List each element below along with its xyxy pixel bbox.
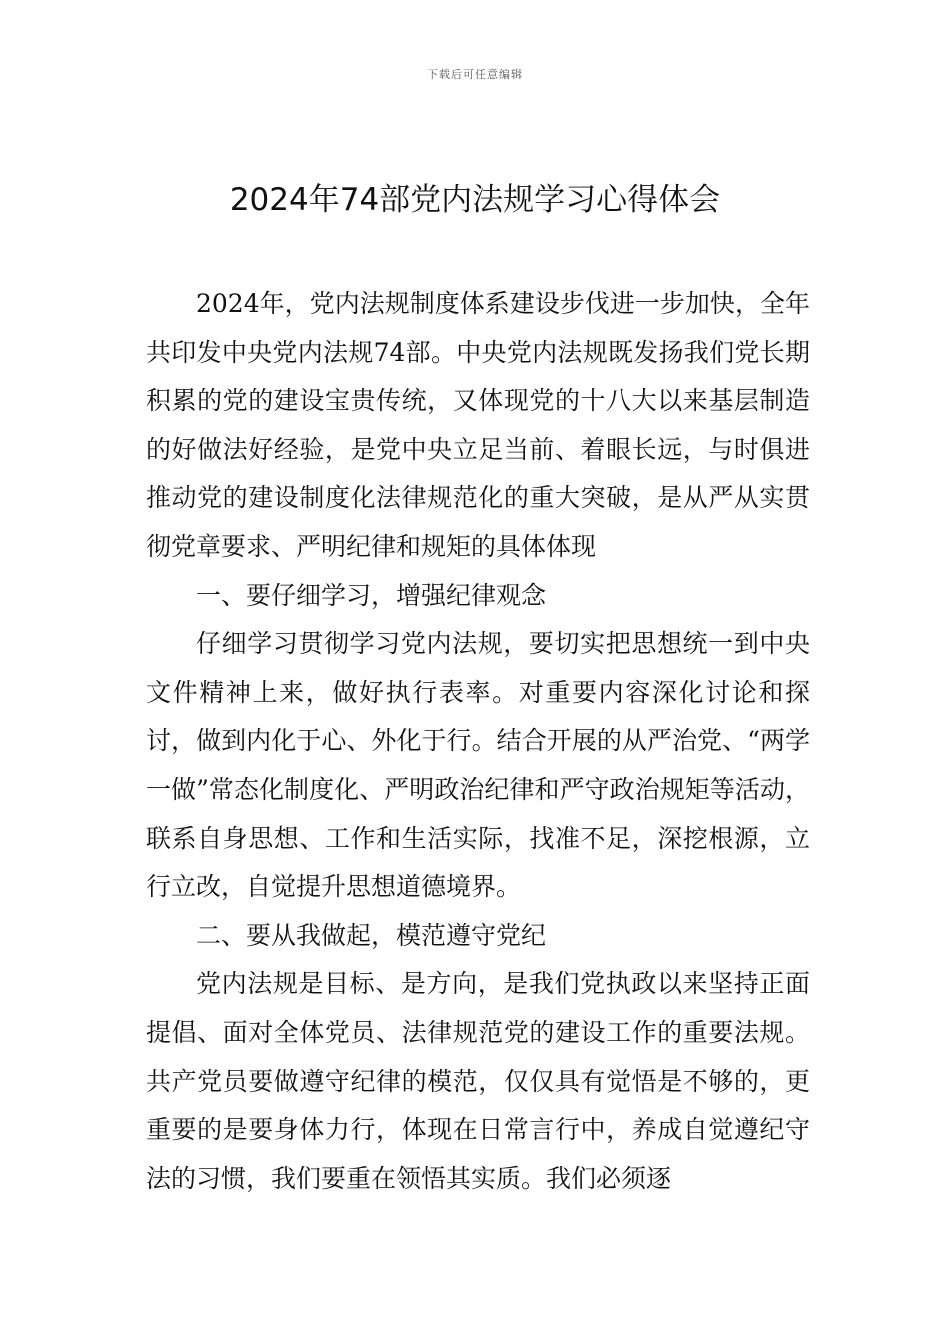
paragraph-section-1: 仔细学习贯彻学习党内法规，要切实把思想统一到中央文件精神上来，做好执行表率。对重要内容深化讨论和探讨，做到内化于心、外化于行。结合开展的从严治党、“两学一做”常态化制度化、严明政治纪律和严守政治规矩等活动，联系自身思想、工作和生活实际，找准不足，深挖根源，立行立改，自觉提升思想道德境界。 xyxy=(146,629,810,902)
document-body xyxy=(146,280,810,1203)
paragraph-section-2: 党内法规是目标、是方向，是我们党执政以来坚持正面提倡、面对全体党员、法律规范党的建设工作的重要法规。共产党员要做遵守纪律的模范，仅仅具有觉悟是不够的，更重要的是要身体力行，体现在日常言行中，养成自觉遵纪守法的习惯，我们要重在领悟其实质。我们必须逐 xyxy=(146,969,810,1193)
section-heading-2: 二、要从我做起，模范遵守党纪 xyxy=(196,920,547,950)
section-heading-1: 一、要仔细学习，增强纪律观念 xyxy=(196,580,547,610)
document-title: 2024年74部党内法规学习心得体会 xyxy=(229,182,721,218)
paragraph-intro: 2024年，党内法规制度体系建设步伐进一步加快，全年共印发中央党内法规74部。中央党内法规既发扬我们党长期积累的党的建设宝贵传统，又体现党的十八大以来基层制造的好做法好经验，是党中央立足当前、着眼长远，与时俱进推动党的建设制度化法律规范化的重大突破，是从严从实贯彻党章要求、严明纪律和规矩的具体体现 xyxy=(146,289,810,561)
header-note: 下载后可任意编辑 xyxy=(427,68,523,81)
